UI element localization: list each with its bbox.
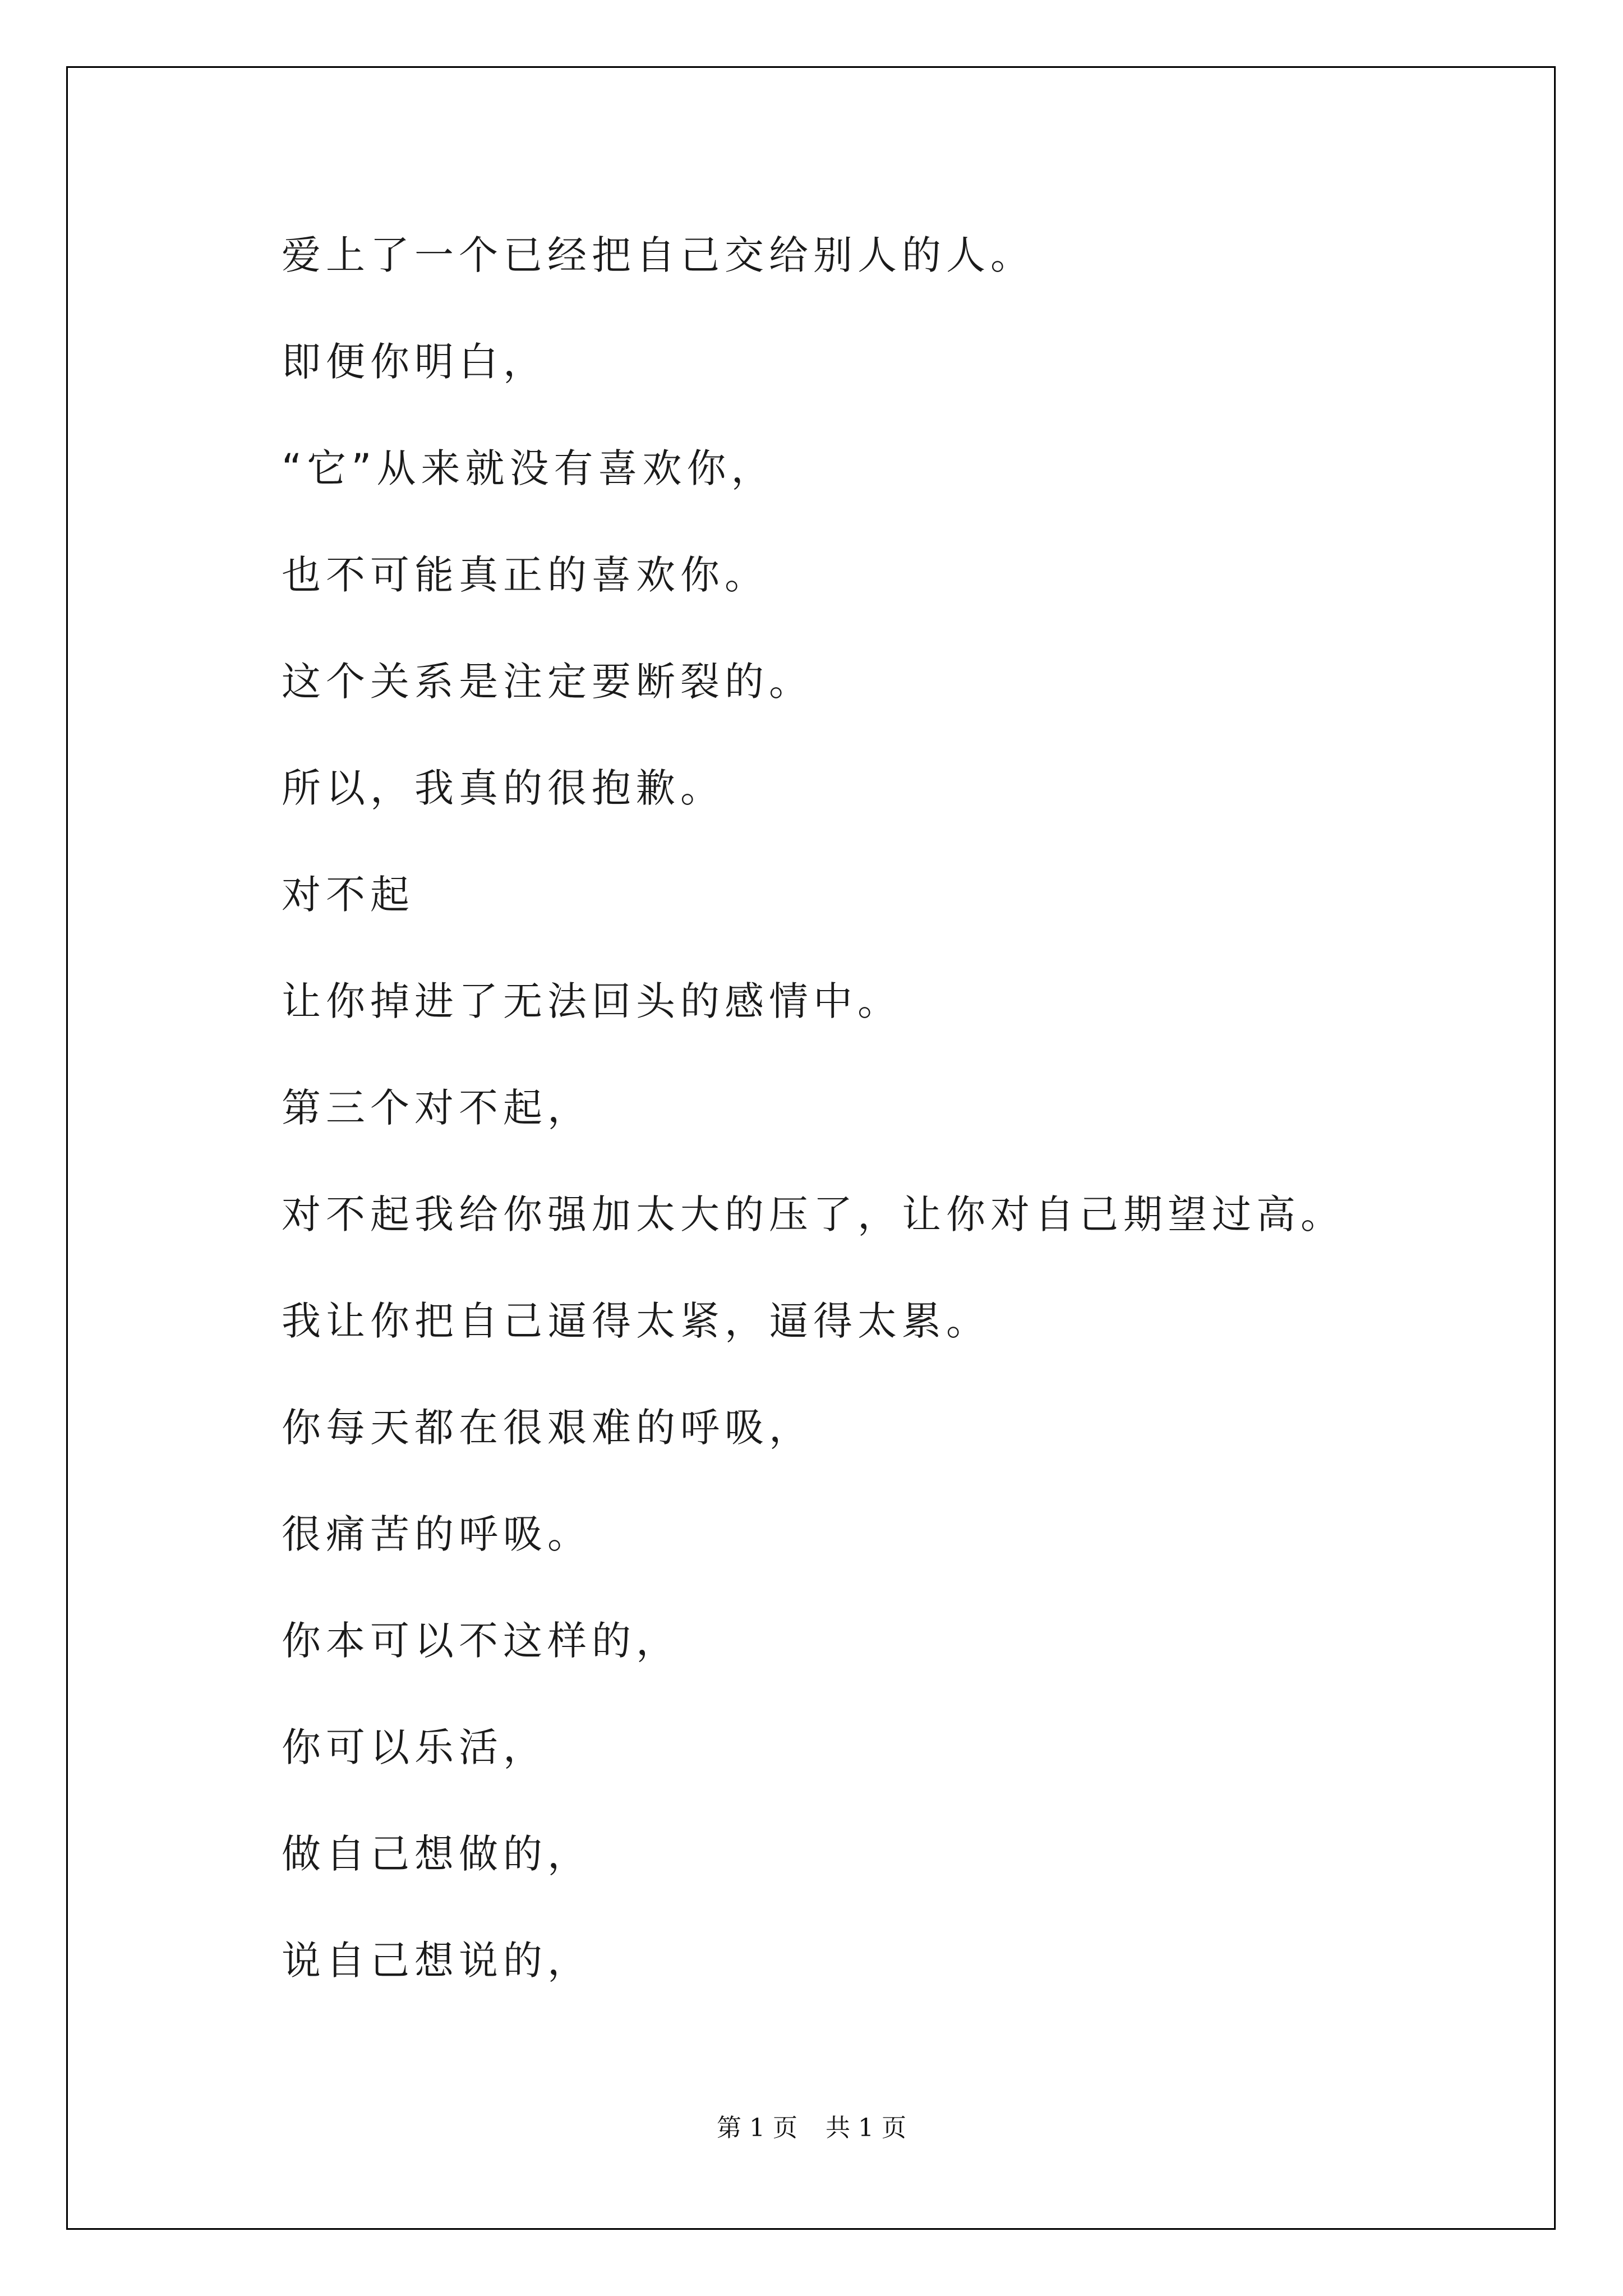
text-line: 你可以乐活， <box>282 1724 547 1770</box>
text-line: 做自己想做的， <box>282 1831 592 1877</box>
text-line: 让你掉进了无法回头的感情中。 <box>282 978 902 1024</box>
page-number-current: 第 1 页 <box>717 2114 797 2142</box>
text-line: 很痛苦的呼吸。 <box>282 1511 592 1557</box>
text-line: 我让你把自己逼得太紧，逼得太累。 <box>282 1298 990 1344</box>
text-line: “它”从来就没有喜欢你， <box>282 445 776 491</box>
text-line: 你本可以不这样的， <box>282 1618 680 1664</box>
document-body <box>282 222 1504 2033</box>
text-line: 对不起我给你强加太大的压了，让你对自己期望过高。 <box>282 1191 1345 1237</box>
page-footer <box>0 2108 1623 2143</box>
text-line: 所以，我真的很抱歉。 <box>282 765 725 811</box>
text-line: 爱上了一个已经把自己交给别人的人。 <box>282 232 1035 278</box>
text-line: 即便你明白， <box>282 339 547 385</box>
text-line: 这个关系是注定要断裂的。 <box>282 659 813 705</box>
text-line: 也不可能真正的喜欢你。 <box>282 552 769 598</box>
page-number-total: 共 1 页 <box>826 2114 906 2142</box>
text-line: 第三个对不起， <box>282 1085 592 1131</box>
text-line: 你每天都在很艰难的呼吸， <box>282 1405 813 1451</box>
text-line: 对不起 <box>282 872 414 918</box>
text-line: 说自己想说的， <box>282 1938 592 1984</box>
